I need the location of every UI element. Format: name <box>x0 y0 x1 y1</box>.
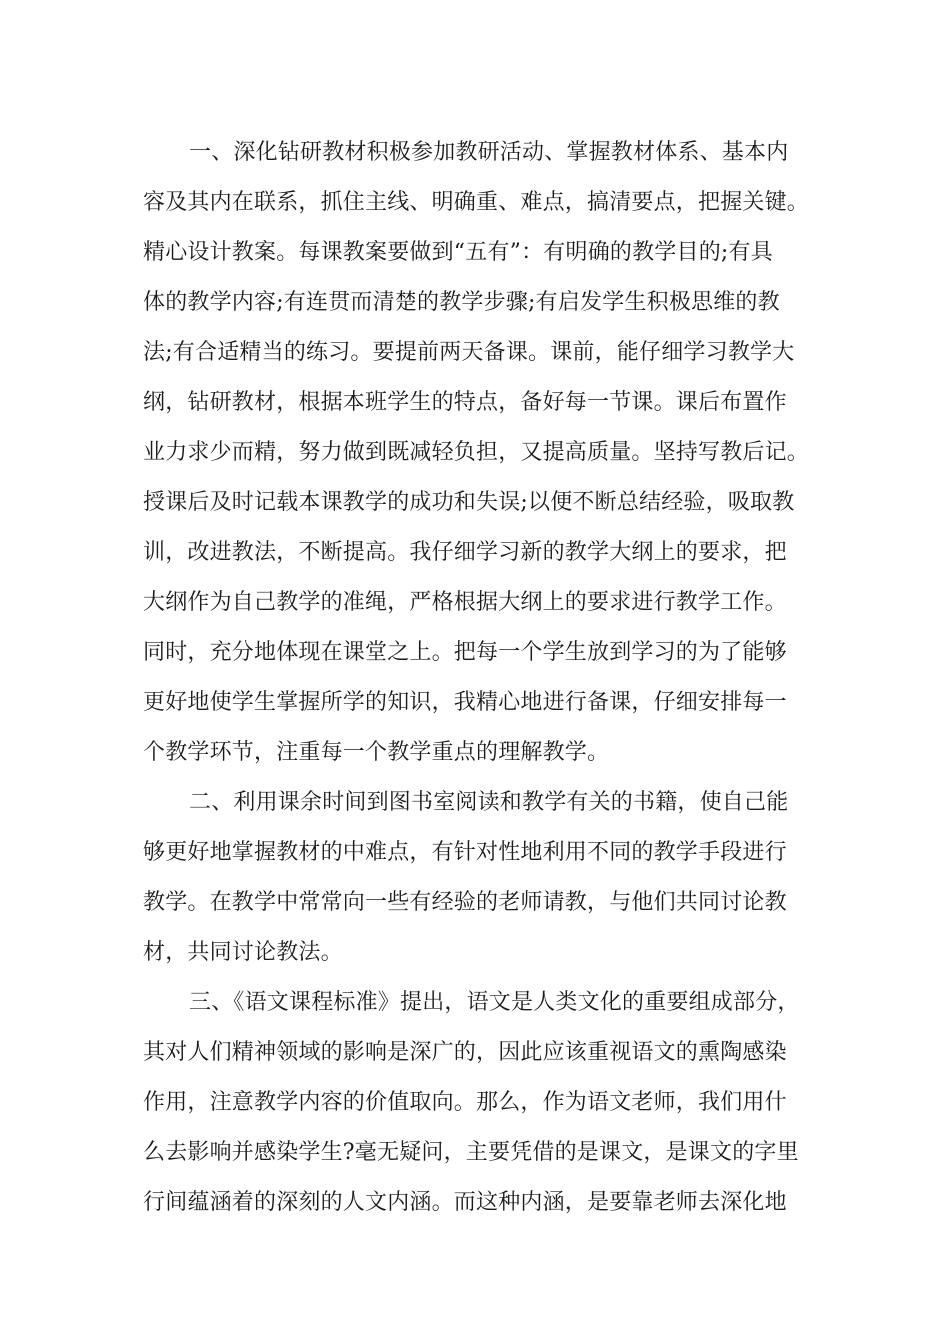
paragraph-line: 三、《语文课程标准》提出，语文是人类文化的重要组成部分， <box>189 990 800 1015</box>
paragraph-line: 行间蕴涵着的深刻的人文内涵。而这种内涵，是要靠老师去深化地 <box>143 1190 787 1215</box>
paragraph-line: 同时，充分地体现在课堂之上。把每一个学生放到学习的为了能够 <box>143 640 787 665</box>
paragraph-line: 训，改进教法，不断提高。我仔细学习新的教学大纲上的要求，把 <box>143 540 787 565</box>
paragraph-line: 其对人们精神领域的影响是深广的，因此应该重视语文的熏陶感染 <box>143 1040 787 1065</box>
paragraph-line: 容及其内在联系，抓住主线、明确重、难点，搞清要点，把握关键。 <box>143 190 810 215</box>
paragraph-line: 二、利用课余时间到图书室阅读和教学有关的书籍，使自己能 <box>189 790 789 815</box>
document-body <box>143 128 823 1228</box>
paragraph-2 <box>143 778 823 978</box>
paragraph-line: 体的教学内容;有连贯而清楚的教学步骤;有启发学生积极思维的教 <box>143 290 780 315</box>
paragraph-line: 教学。在教学中常常向一些有经验的老师请教，与他们共同讨论教 <box>143 890 787 915</box>
paragraph-line: 材，共同讨论教法。 <box>143 940 343 965</box>
paragraph-line: 作用，注意教学内容的价值取向。那么，作为语文老师，我们用什 <box>143 1090 787 1115</box>
paragraph-line: 更好地使学生掌握所学的知识，我精心地进行备课，仔细安排每一 <box>143 690 787 715</box>
paragraph-line: 精心设计教案。每课教案要做到“五有”：有明确的教学目的;有具 <box>143 240 773 265</box>
paragraph-line: 业力求少而精，努力做到既减轻负担，又提高质量。坚持写教后记。 <box>143 440 810 465</box>
paragraph-line: 够更好地掌握教材的中难点，有针对性地利用不同的教学手段进行 <box>143 840 787 865</box>
paragraph-1 <box>143 128 823 778</box>
paragraph-line: 一、深化钻研教材积极参加教研活动、掌握教材体系、基本内 <box>189 140 789 165</box>
paragraph-line: 大纲作为自己教学的准绳，严格根据大纲上的要求进行教学工作。 <box>143 590 787 615</box>
paragraph-line: 个教学环节，注重每一个教学重点的理解教学。 <box>143 740 610 765</box>
paragraph-line: 法;有合适精当的练习。要提前两天备课。课前，能仔细学习教学大 <box>143 340 795 365</box>
paragraph-line: 授课后及时记载本课教学的成功和失误;以便不断总结经验，吸取教 <box>143 490 795 515</box>
paragraph-3 <box>143 978 823 1228</box>
paragraph-line: 纲，钻研教材，根据本班学生的特点，备好每一节课。课后布置作 <box>143 390 787 415</box>
paragraph-line: 么去影响并感染学生?毫无疑问，主要凭借的是课文，是课文的字里 <box>143 1140 799 1165</box>
